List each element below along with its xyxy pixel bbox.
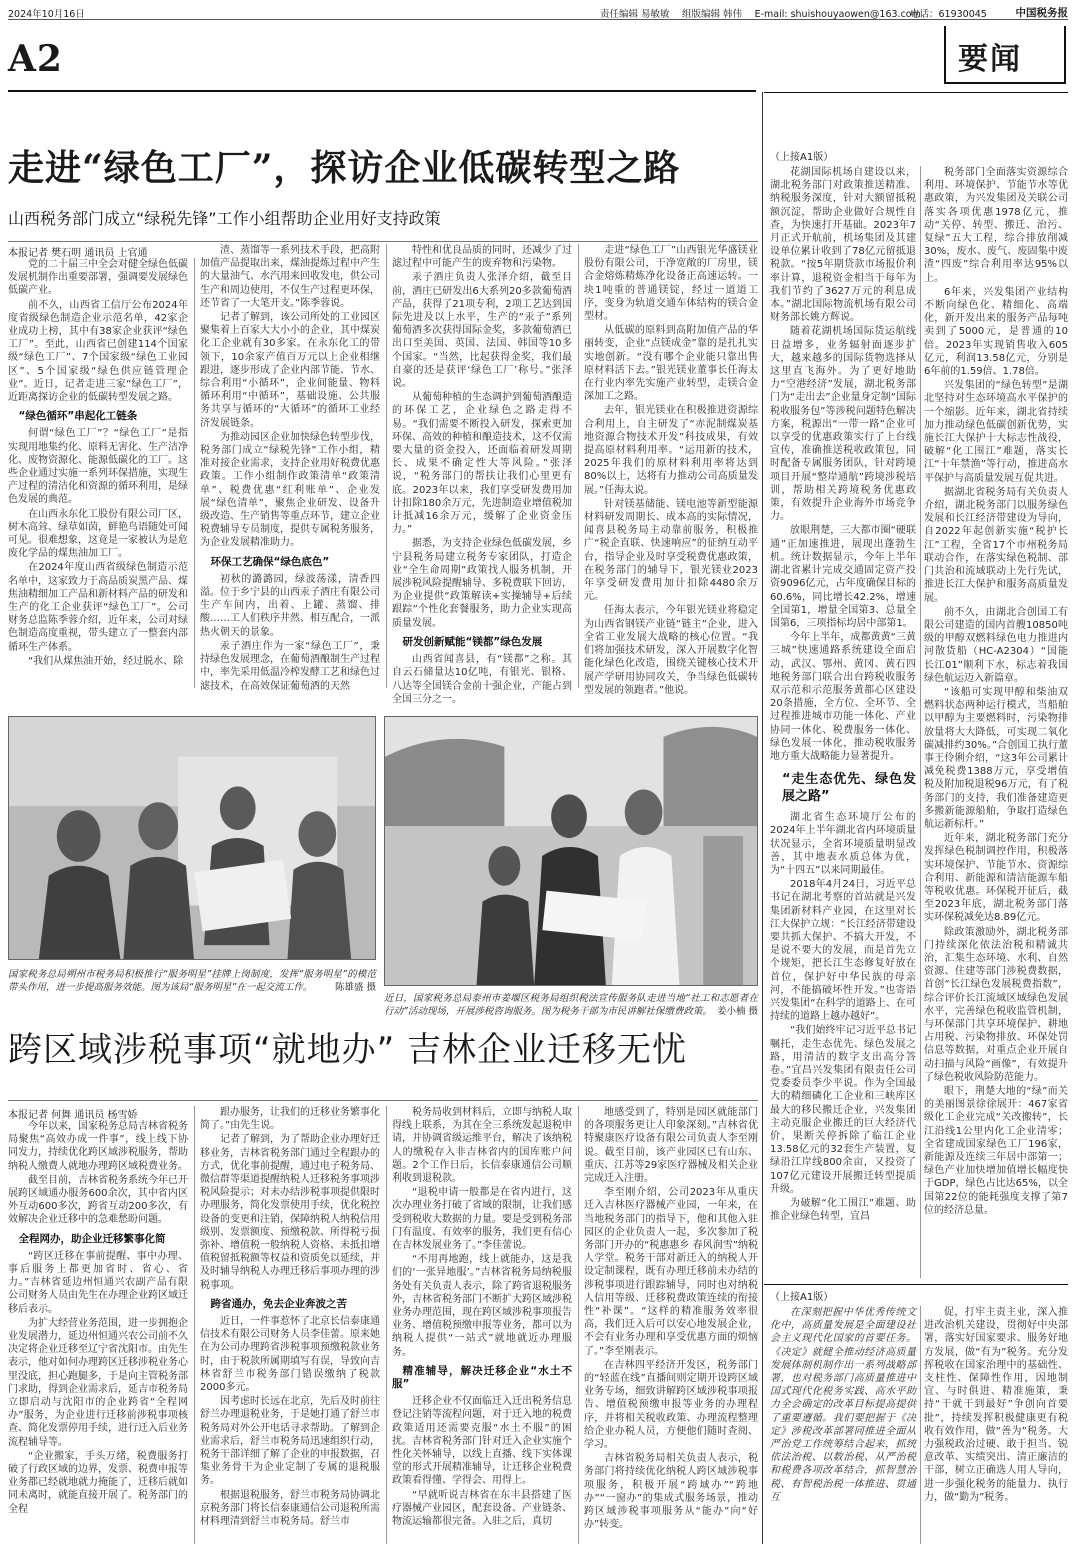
article2-column-4 xyxy=(584,1106,758,1544)
paragraph: 汞子酒庄负责人张泽介绍，截至目前，酒庄已研发出6大系列20多款葡萄酒产品，获得了21项专利，2项工艺达到国际先进及以上水平，生产的“汞子”系列葡萄酒多次获得国际金奖，多款葡萄酒已出口至美国、英国、法国、韩国等10多个国家。“当然，比起获得金奖，我们最自豪的还是获评‘绿色工厂’称号。”张泽说。 xyxy=(392,272,572,390)
paragraph: 随着花湖机场国际货运航线日益增多，业务辐射面逐步扩大，越来越多的国际货物选择从这里直飞海外。为了更好地助力“空港经济”发展，湖北税务部门为“走出去”企业量身定制“国际税收服务包”等涉税问题特色解决方案，税源出“一带一路”企业可以享受的优惠政策实行了上台线宣传，准确推送税收政策包，同时配备专属服务团队，针对跨境项目开展“整岸通航”跨境涉税培训，帮助相关跨境税务优惠政策，有效提升企业海外市场竞争力。 xyxy=(770,326,916,523)
paragraph: 记者了解到，该公司所处的工业园区聚集着上百家大大小小的企业，其中煤炭化工企业就有30多家。在永东化工的带领下，10余家产值百万元以上企业相继跟进，逐步形成了企业内部节能、节水、综合利用“小循环”，企业间能量、物料循环利用“中循环”，基础设施、公共服务共享与循环的“大循环”的循环工业经济发展链条。 xyxy=(200,312,380,429)
paragraph: 为推动园区企业加快绿色转型步伐，税务部门成立“绿税先锋”工作小组，精准对接企业需求，支持企业用好税费优惠政策。工作小组制作政策清单“政策清单”、税费优惠“红利账单”、企业发展“绿色清单”，聚焦企业研发、设备升级改造、生产销售等重点环节，建立企业税费辅导专员制度，提供专属税务服务，为企业发展精准助力。 xyxy=(200,431,380,549)
paragraph: 针对镁基储能、镁电池等新型能源材料研发周期长、成本高的实际情况，闻喜县税务局主动靠前服务，积极推广“税企直联、快速响应”的征纳互动平台，指导企业及时享受税费优惠政策，在税务部门的辅导下，银光镁业2023年享受研发费用加计扣除4480余万元。 xyxy=(584,498,758,603)
paragraph: 地感受到了，特别是园区就能部门的各项服务更让人印象深刻。”吉林省优特聚康医疗设备有限公司负责人李至刚说。截至目前，该产业园区已有山东、重庆、江苏等29家医疗器械及相关企业完成迁入注册。 xyxy=(584,1107,758,1185)
paragraph: 记者了解到，为了帮助企业办理好迁移业务，吉林省税务部门通过全程跟办的方式，优化事前提醒，通过电子税务局、微信群等渠道提醒纳税人迁移税务事项涉税风险提示；对未办结涉税事项提供限时办理服务，简化发票使用手续，优化税控设备的变更和注销，保障纳税人纳税信用级别、发票额度、预缴税款、所得税亏损弥补、增值税一般纳税人资格、未抵扣增值税留抵税额等权益和资质免以延续，并及时辅导纳税人办理迁移后事项办理的涉税事项。 xyxy=(200,1134,380,1291)
paper-name: 中国税务报 xyxy=(1015,7,1068,19)
right-bottom-column-1 xyxy=(770,1306,916,1544)
right-area-rule xyxy=(762,92,763,1544)
paragraph: 迁移企业不仅面临迁入迁出税务信息登记注销等流程问题，对于迁入地的税费政策适用还需要克服“水土不服”的困扰。吉林省税务部门针对迁入企业实施个性化关怀辅导，以线上直播、线下实体课堂的形式开展精准辅导，让迁移企业税费政策看得懂、学得会、用得上。 xyxy=(392,1396,572,1487)
photo-image xyxy=(9,717,375,959)
paragraph: 花湖国际机场自建设以来，湖北税务部门对政策推送精准、纳税服务深度，针对大额留抵税额沉淀，帮助企业做好合规性自查，为快速打开基础。2023年7月正式开航前，机场集团及其建设单位累计收到了78亿元留抵退税款。“按5年期贷款市场报价利率计算，退税资金相当于每年为我们节约了3627万元的利息成本。”湖北国际物流机场有限公司财务部长姚方辉说。 xyxy=(770,167,916,324)
photo1-caption-text: 国家税务总局朔州市税务局积极推行“服务明星”挂牌上岗制度，发挥“服务明星”的模范带头作用，进一步提高服务效能。图为该局“服务明星”在一起交流工作。 xyxy=(8,969,376,993)
photo1-credit: 陈雄盛 摄 xyxy=(334,982,376,993)
photo-tax-consultation xyxy=(384,716,758,986)
article2-column-1 xyxy=(8,1120,188,1544)
paragraph: “企业搬家，手头万绪，税费服务打破了行政区域的边界，发票、税费申报等业务都已经就地就力掩能了，迁移后就如同未离时，就能直接开展了。税务部门的全程 xyxy=(8,1450,188,1515)
paragraph: 山西省闻喜县，有“镁都”之称。其自云石储量达10亿吨，有银光、银格、八达等全国镁合金前十强企业，产能占到全国三分之一。 xyxy=(392,654,572,705)
right-bottom-continued-label: （上接A1版） xyxy=(770,1292,834,1303)
paragraph: “我们始终牢记习近平总书记嘱托，走生态优先、绿色发展之路，用清洁的数字支出高分答卷。”宜昌兴发集团有限责任公司党委委员李少平说。作为全国最大的精细磷化工企业和三峡库区最大的移民搬迁企业，兴发集团主动克服企业搬迁的巨大经济代价，果断关停拆除了临江企业13.58亿元的32套生产装置，复绿沿江岸线800余亩，又投资了107亿元建设开展搬迁转型提质升级。 xyxy=(770,1025,916,1195)
right-bottom-rule xyxy=(764,1284,1068,1285)
paragraph: 前不久，山西省工信厅公布2024年度省级绿色制造企业示范名单，42家企业成功上榜，其中有38家企业获评“绿色工厂”。至此，山西省已创建114个国家级“绿色工厂”、7个国家级“绿色工业园区”、5个国家级“绿色供应链管理企业”。近日，记者走进三家“绿色工厂”，近距离探访企业的低碳转型发展之路。 xyxy=(8,299,188,404)
paragraph: 2018年4月24日，习近平总书记在湖北考察的首站就是兴发集团新材料产业园，在这里对长江大保护立规：“长江经济带建设要共抓大保护、不搞大开发，不是说不要大的发展，而是首先立个规矩，把长江生态修复好放在首位，保护好中华民族的母亲河，不能搞破坏性开发。”也寄语兴发集团“在科学的道路上、在可持续的道路上越办越好”。 xyxy=(770,879,916,1023)
paragraph: 李至刚介绍，公司2023年从重庆迁入吉林医疗器械产业园，一年来，在当地税务部门的指导下，他和其他入驻园区的企业负责人一起，多次参加了税务部门开办的“税惠惠乡 春风润雪”纳税人学堂。税务干部对新迁入的纳税人开设定制课程，既有办理迁移前未办结的涉税事项进行跟踪辅导，同时也对纳税人信用等级、迁移税费政策连续的衔接性“补课”。“这样的精准服务效率很高，我们迁入后可以安心地发展企业，不会有业务办理和享受优惠方面的烦恼了。”李至刚表示。 xyxy=(584,1187,758,1357)
paragraph: 近年来，湖北税务部门充分发挥绿色税制调控作用，积极落实环境保护、节能节水、资源综合利用、新能源和清洁能源车船等税收优惠。环保税开征后，截至2023年底，湖北税务部门落实环保税减免达8.89亿元。 xyxy=(924,833,1068,924)
article2-byline: 本报记者 何舞 通讯员 杨雪娇 xyxy=(8,1110,138,1121)
paragraph: 任海太表示，今年银光镁业将稳定为山西省钢镁产业链“链主”企业，进入全省工业发展大战略的核心位置。“我们将加强技术研发，深入开展数字化智能化绿色化改造，围绕关键核心技术开展产学研用协同攻关，争当绿色低碳转型发展的领跑者。”他说。 xyxy=(584,605,758,696)
page-number: A2 xyxy=(8,38,63,80)
paragraph: 据湖北省税务局有关负责人介绍，湖北税务部门以服务绿色发展和长江经济带建设为导向，自2022年起创新实施“税护长江”工程，全省17个市州税务局联动合作，在落实绿色税制、部门共治和流域联动上先行先试，推进长江大保护和服务高质量发展。 xyxy=(924,486,1068,604)
column-rule xyxy=(194,1106,195,1544)
paragraph: 放眼荆楚，三大都市圈“硬联通”正加速推进，展现出蓬勃生机。统计数据显示，今年上半年湖北省累计完成交通固定资产投资9096亿元，占年度确保目标的60.6%，同比增长42.2%，增速全国第1，增量全国第3、总量全国第6，三项指标均居中部第1。 xyxy=(770,525,916,629)
column-rule xyxy=(920,166,921,1278)
paragraph: “该船可实现甲醇和柴油双燃料状态两种运行模式，当船舶以甲醇为主要燃料时，污染物排放量将大大降低，可实现二氧化碳减排约30%。”合创国工执行董事王伶俐介绍，“这3年公司累计减免税费1388万元，享受增值税及附加税退税96万元，有了税务部门的支持，我们准备建造更多搬新能源船舶，争取打造绿色航运新标杆。” xyxy=(924,686,1068,830)
article2-subheading-1: 全程网办，助企业迁移繁事化简 xyxy=(18,1232,166,1245)
issue-date: 2024年10月16日 xyxy=(8,9,85,20)
right-rule xyxy=(764,92,1068,93)
paragraph: 除政策激励外，湖北税务部门持续深化依法治税和精诚共治，汇集生态环境、水利、自然资源、住建等部门涉税费数据，首创“长江绿色发展税费指数”，综合评价长江流域区域绿色发展水平，完善绿色税收监管机制，与环保部门共享环境保护、耕地占用税、污染物排放、环保处罚信息等数据，对重点企业开展自动扫描与风险“画像”，有效提升了绿色税收风险防范能力。 xyxy=(924,926,1068,1083)
paragraph: “不用再地跑，线上就能办，这是我们的‘一张异地服’。”吉林省税务局纳税服务处有关负责人表示，除了跨省退税服务外，吉林省税务部门不断扩大跨区域涉税业务办理范围，现在跨区域涉税事项报告业务、增值税预缴申报等业务，都可以为纳税人提供“一站式”就地就近办理服务。 xyxy=(392,1254,572,1358)
article2-rule xyxy=(8,1100,758,1101)
article2-subheading-2: 跨省通办，免去企业奔波之苦 xyxy=(210,1297,347,1310)
photo1-caption xyxy=(8,968,376,994)
column-rule xyxy=(386,244,387,688)
paragraph: 6年来，兴发集团产业结构不断向绿色化、精细化、高端化，新开发出来的服务产品每吨卖到了5000元，是普通的10倍。2023年实现销售收入605亿元，利润13.58亿元，分别是6年前的1.59倍、1.78倍。 xyxy=(924,286,1068,378)
section-title: 要闻 xyxy=(958,42,1022,77)
paragraph: “我们从煤焦油开始，经过脱水、除 xyxy=(28,655,184,667)
paragraph: 特性和优良品质的同时，还减少了过滤过程中可能产生的废弃物和污染物。 xyxy=(392,245,572,270)
paragraph: 在山西永东化工股份有限公司厂区，树木高耸、绿草如茵，鲜艳鸟语随处可闻可见。很难想象，这竟是一家被认为是危废化学品的煤焦油加工厂。 xyxy=(8,508,188,560)
article1-subhead: 山西税务部门成立“绿税先锋”工作小组帮助企业用好支持政策 xyxy=(8,209,441,228)
paragraph: 为破解“化工围江”难题、助推企业绿色转型，宜昌 xyxy=(770,1198,916,1223)
paragraph: 何谓“绿色工厂”？“绿色工厂”是指实现用地集约化、原料无害化、生产洁净化、废物资源化、能源低碳化的工厂。这些企业通过实施一系列环保措施，实现生产过程的清洁化和资源的循环利用，是绿色发展的典范。 xyxy=(8,428,188,506)
article1-column-2 xyxy=(200,244,380,692)
paragraph: 渣、蒸馏等一系列技术手段，把高附加值产品提取出来，煤油提炼过程中产生的大量油气、水汽用来回收发电，供公司生产和周边使用，不仅生产过程更环保，还节省了一大笔开支。”陈季蓉说。 xyxy=(200,245,380,309)
editors-line: 责任编辑 易敏敏 组版编辑 韩伟 E-mail: shuishouyaowen@163.com xyxy=(600,9,921,20)
article2-subheading-3: 精准辅导，解决迁移企业“水土不服” xyxy=(392,1364,572,1391)
article1-rule xyxy=(8,241,758,242)
article1-column-1 xyxy=(8,258,188,688)
paragraph: 党的二十届三中全会对健全绿色低碳发展机制作出重要部署，强调要发展绿色低碳产业。 xyxy=(8,259,188,297)
paragraph: 吉林省税务局相关负责人表示，税务部门将持续优化纳税人跨区域涉税事项服务，积极开展“跨域办”“跨地办”“一窗办”的集成式服务场景，推动跨区域涉税事项服务从“能办”向“好办”转变。 xyxy=(584,1453,758,1531)
paragraph: 在2024年度山西省级绿色制造示范名单中，这家致力于高品质炭黑产品、煤焦油精细加工产品和新材料产品的研发和生产的化工企业获评“绿色工厂”。公司财务总监陈季蓉介绍，近年来，公司对绿色制造高度重视，带头建立了一整套内部循环生产体系。 xyxy=(8,562,188,653)
paragraph: 截至目前，吉林省税务系统今年已开展跨区域通办服务600余次，其中省内区外互动600多次，跨省互动200多次，有效解决企业迁移中的急难愁盼问题。 xyxy=(8,1174,188,1226)
column-rule xyxy=(920,1306,921,1544)
paragraph: 据悉，为支持企业绿色低碳发展，乡宁县税务局建立税务专家团队，打造企业“全生命周期”政策找人服务机制，开展涉税风险提醒辅导、多税费联下回访，为企业提供“政策解读+实操辅导+后续跟踪”个性化套餐服务，助力企业实现高质量发展。 xyxy=(392,538,572,629)
paragraph: 汞子酒庄作为一家“绿色工厂”，秉持绿色发展理念，在葡萄酒酿制生产过程中，率先采用低温冷榨发酵工艺和绿色过滤技术，在高效保证葡萄酒的天然 xyxy=(200,640,380,692)
paragraph: 前不久，由湖北合创国工有限公司建造的国内首艘10850吨级的甲醇双燃料绿色电力推进内河散货船（HC-A2304）“国能长江01”顺利下水，标志着我国绿色航运迈入新篇章。 xyxy=(924,606,1068,684)
article2-column-2 xyxy=(200,1106,380,1544)
right-top-column-2 xyxy=(924,166,1068,1278)
paragraph: 眼下，荆楚大地的“绿”而关的美丽图景徐徐展开：467家省级化工企业完成“关改搬转”，长江沿线1公里内化工企业清零；全省建成国家绿色工厂196家，新能源及连续三年居中部第一；绿色产业加快增加值增长幅度快于GDP，绿色占比达65%，以全国第22位的能耗强度支撑了第7位的经济总量。 xyxy=(924,1086,1068,1216)
photo2-caption-text: 近日，国家税务总局泰州市姜堰区税务局组织税法宣传服务队走进当地“社工和志愿者在行动”活动现场，开展涉税咨询服务。图为税务干部为市民讲解社保缴费政策。 xyxy=(384,993,758,1017)
phone-line: 电话：61930045 xyxy=(910,9,987,20)
paragraph: 去年，银光镁业在积极推进资源综合利用上，自主研发了“赤泥制煤炭基地资源合物技术开发”科技成果，有效提高原材料利用率。“运用新的技术，2025年我们的原材料利用率将达到80%以上，达将有力推动公司高质量发展。”任海太说。 xyxy=(584,405,758,496)
article1-subheading-3: 研发创新赋能“镁都”绿色发展 xyxy=(402,635,543,648)
article2-headline: 跨区域涉税事项“就地办” 吉林企业迁移无忧 xyxy=(8,1030,688,1070)
paragraph: 今年以来，国家税务总局吉林省税务局聚焦“高效办成一件事”，线上线下协同发力，持续优化跨区域涉税服务，帮助纳税人缴费人就地办理跨区域税费业务。 xyxy=(8,1121,188,1172)
paragraph: 促，打牢主责主业，深入推进改治机关建设，贯彻好中央部署，落实好国家要求、服务好地方发展，做“有为”税务。充分发挥税收在国家治理中的基础性、支柱性、保障性作用，因地制宜、与时俱进、精准施策，秉持“干就干到最好”争创向首要批”，持续发挥积极健康更有税收有效作用，做“善为”税务。大力强税政治过硬、敢于担当、锐意改革、实绩突出、清正廉洁的干部，树立正确选人用人导向，进一步强化税务的能量力、执行力，做“勤为”税务。 xyxy=(924,1307,1068,1503)
page-rule xyxy=(8,90,756,92)
paragraph: 税务局收到材料后，立即与纳税人取得线上联系，为其在全三系统发起退税申请，并协调省级运维平台，解决了该纳税人的缴税存入非吉林省内的国库账户问题。2个工作日后，长信泰康通信公司顺利收到退税款。 xyxy=(392,1107,572,1185)
photo2-caption xyxy=(384,992,758,1018)
paragraph: “跨区迁移在事前提醒、事中办理、事后服务上都更加省时、省心、省力。”吉林省延边州恒通兴农副产品有限公司财务人员由先生在办理企业跨区域迁移后表示。 xyxy=(8,1250,188,1315)
paragraph: 初秋的潞潞园，绿波荡漾，清香四溢。位于乡宁县的山西汞子酒庄有限公司生产车间内，出着、上罐、蒸馏、排酸……工人们秩序井然、相互配合，一派热火朝天的景象。 xyxy=(200,573,380,638)
paragraph: “退税申请一般都是在省内进行，这次办理业务打破了省域的限制，让我们感受到税收大数据的力量。要是受到税务部门有温度、有效率的服务，我们更有信心在吉林发展业务了。”李佳蕾说。 xyxy=(392,1187,572,1252)
paragraph: 根据退税服务，舒兰市税务局协调北京税务部门将长信泰康通信公司退税所需材料理清到舒兰市税务局。舒兰市 xyxy=(200,1489,380,1528)
paragraph: 税务部门全面落实资源综合利用、环境保护、节能节水等优惠政策，为兴发集团及关联公司落实各项优惠1978亿元，推动“关停、转型、搬迁、治污、复绿”五大工程，综合排放削减30%，废水、废气、废固集中废渣“四废”综合利用率达95%以上。 xyxy=(924,167,1068,284)
masthead xyxy=(8,4,1068,20)
photo-tax-service-stars xyxy=(8,716,376,960)
article1-subheading-1: “绿色循环”串起化工链条 xyxy=(18,410,138,423)
article1-headline: 走进“绿色工厂”，探访企业低碳转型之路 xyxy=(8,147,681,189)
paragraph: 湖北省生态环境厅公布的2024年上半年湖北省内环境质量状况显示，全省环境质量明显改善，其中地表水质总体为优，为“十四五”以来同期最佳。 xyxy=(770,812,916,876)
article1-column-3 xyxy=(392,244,572,705)
paragraph: 走进“绿色工厂”山西银光华盛镁业股份有限公司，干净宽敞的厂房里，镁合金熔炼精炼净化设备正高速运转。一块1吨重的普通镁锭，经过一道道工序，变身为轨道交通车体结构的镁合金型材。 xyxy=(584,245,758,323)
photo-image xyxy=(385,717,757,985)
right-top-continued-label: （上接A1版） xyxy=(770,152,834,163)
paragraph: 从葡萄种植的生态调护到葡萄酒酿造的环保工艺，企业绿色之路走得不易。“我们需要不断投入研发，探索更加环保、高效的种植和酿造技术，这不仅需要大量的资金投入，还面临着研发周期长、成果不确定性大等风险。”张泽说，“税务部门的帮扶让我们心里更有底。2023年以来，我们享受研发费用加计扣除180余万元，先进制造业增值税加计抵减16余万元，缓解了企业资金压力。” xyxy=(392,392,572,536)
right-top-column-1 xyxy=(770,166,916,1278)
article1-column-4 xyxy=(584,244,758,696)
paragraph: 为扩大经营业务范围，进一步拥抱企业发展潜力，延边州恒通兴农公司前不久决定将企业迁移至辽宁省沈阳市。由先生表示，他对如何办理跨区迁移涉税业务心里没底，担心跑腿多，于是向主管税务部门求助，得到企业需求后，延吉市税务局立即启动与沈阳市的企业跨省“全程网办”服务，为企业进行迁移前涉税事项核查、简化发票停用手续，进行迁入后业务流程辅导等。 xyxy=(8,1317,188,1448)
paragraph: 今年上半年，成都黄黄“三黄三城”快速通路系统建设全面启动，武汉、鄂州、黄冈、黄石四地税务部门联合出台跨税收服务双示范和示范服务黄都心区建设20条措施，全方位、全环节、全过程推进城市功能一体化、产业协同一体化、税费服务一体化、绿色发展一体化，推动税收服务地方重大战略能力显著提升。 xyxy=(770,632,916,762)
article2-column-3 xyxy=(392,1106,572,1544)
column-rule xyxy=(578,244,579,688)
right-top-subheading: “走生态优先、绿色发展之路” xyxy=(782,772,916,805)
right-bottom-column-2 xyxy=(924,1306,1068,1544)
column-rule xyxy=(194,258,195,688)
paragraph: “早就听说吉林省在东丰县搭建了医疗器械产业园区，配套设备、产业链条、物流运输都很完备。入驻之后，真切 xyxy=(392,1489,572,1528)
paragraph: 在吉林四平经济开发区，税务部门的“轻蓝在线”直播间则定期开设跨区域业务专场，细致讲解跨区域涉税事项报告、增值税预缴申报等业务的办理程序，并将相关税收政策、办理流程整理给企业办税人员，方便他们随时查阅、学习。 xyxy=(584,1359,758,1451)
column-rule xyxy=(386,1106,387,1544)
paragraph: 近日，一件事惹怀了北京长信泰康通信技术有限公司财务人员李佳蕾。原来她在为公司办理跨省涉税事项预缴税款业务时，由于税款所属期填写有误，导致向吉林省舒兰市税务部门错误缴纳了税款2000多元。 xyxy=(200,1316,380,1394)
column-rule xyxy=(578,1106,579,1544)
article1-byline: 本报记者 樊石明 通讯员 上官通 xyxy=(8,248,148,259)
paragraph: 因考虑时长远在北京，先后及时前往舒兰办理退税业务，于是她打通了舒兰市税务局对外公开电话寻求帮助。了解到企业需求后，舒兰市税务局迅速组织行动，税务干部详细了解了企业的申报数据，召集业务骨干为企业定制了专属的退税服务。 xyxy=(200,1396,380,1487)
paragraph: 从低碳的原料到高附加值产品的华丽转变，企业“点镁成金”靠的是扎扎实实地创新。“没有哪个企业能只靠出售原材料活下去。”银光镁业董事长任海太在行业内率先实施产业转型，走镁合金深加工之路。 xyxy=(584,325,758,403)
paragraph: 在深刻把握中华优秀传统文化中，高质量发展是全面建设社会主义现代化国家的首要任务。《决定》就健全推动经济高质量发展体制机制作出一系列战略部署，也对税务部门高质量推进中国式现代化税务实践、高水平助力全会确定的改革目标提高提供了重要遵循。我们要把握于《决定》涉税改革部署同推进全面从严治党工作统筹结合起来，抓统依法治税、以数治税、从严治税和税费各项改革结合，抓智慧治税、有智税治税一体推进、贯通互 xyxy=(770,1307,916,1503)
article1-subheading-2: 环保工艺确保“绿色底色” xyxy=(210,555,330,568)
paragraph: 兴发集团的“绿色转型”是湖北坚持对生态环境高水平保护的一个缩影。近年来，湖北省持续加力推动绿色低碳创新优势，实施长江大保护十大标志性战役，破解“化工围江”难题，落实长江“十年禁渔”等行动，推进高水平保护与高质量发展互促共进。 xyxy=(924,380,1068,484)
photo2-credit: 姜小楠 摄 xyxy=(716,1006,758,1017)
paragraph: 跟办服务，让我们的迁移业务繁事化简了。”由先生说。 xyxy=(200,1107,380,1132)
